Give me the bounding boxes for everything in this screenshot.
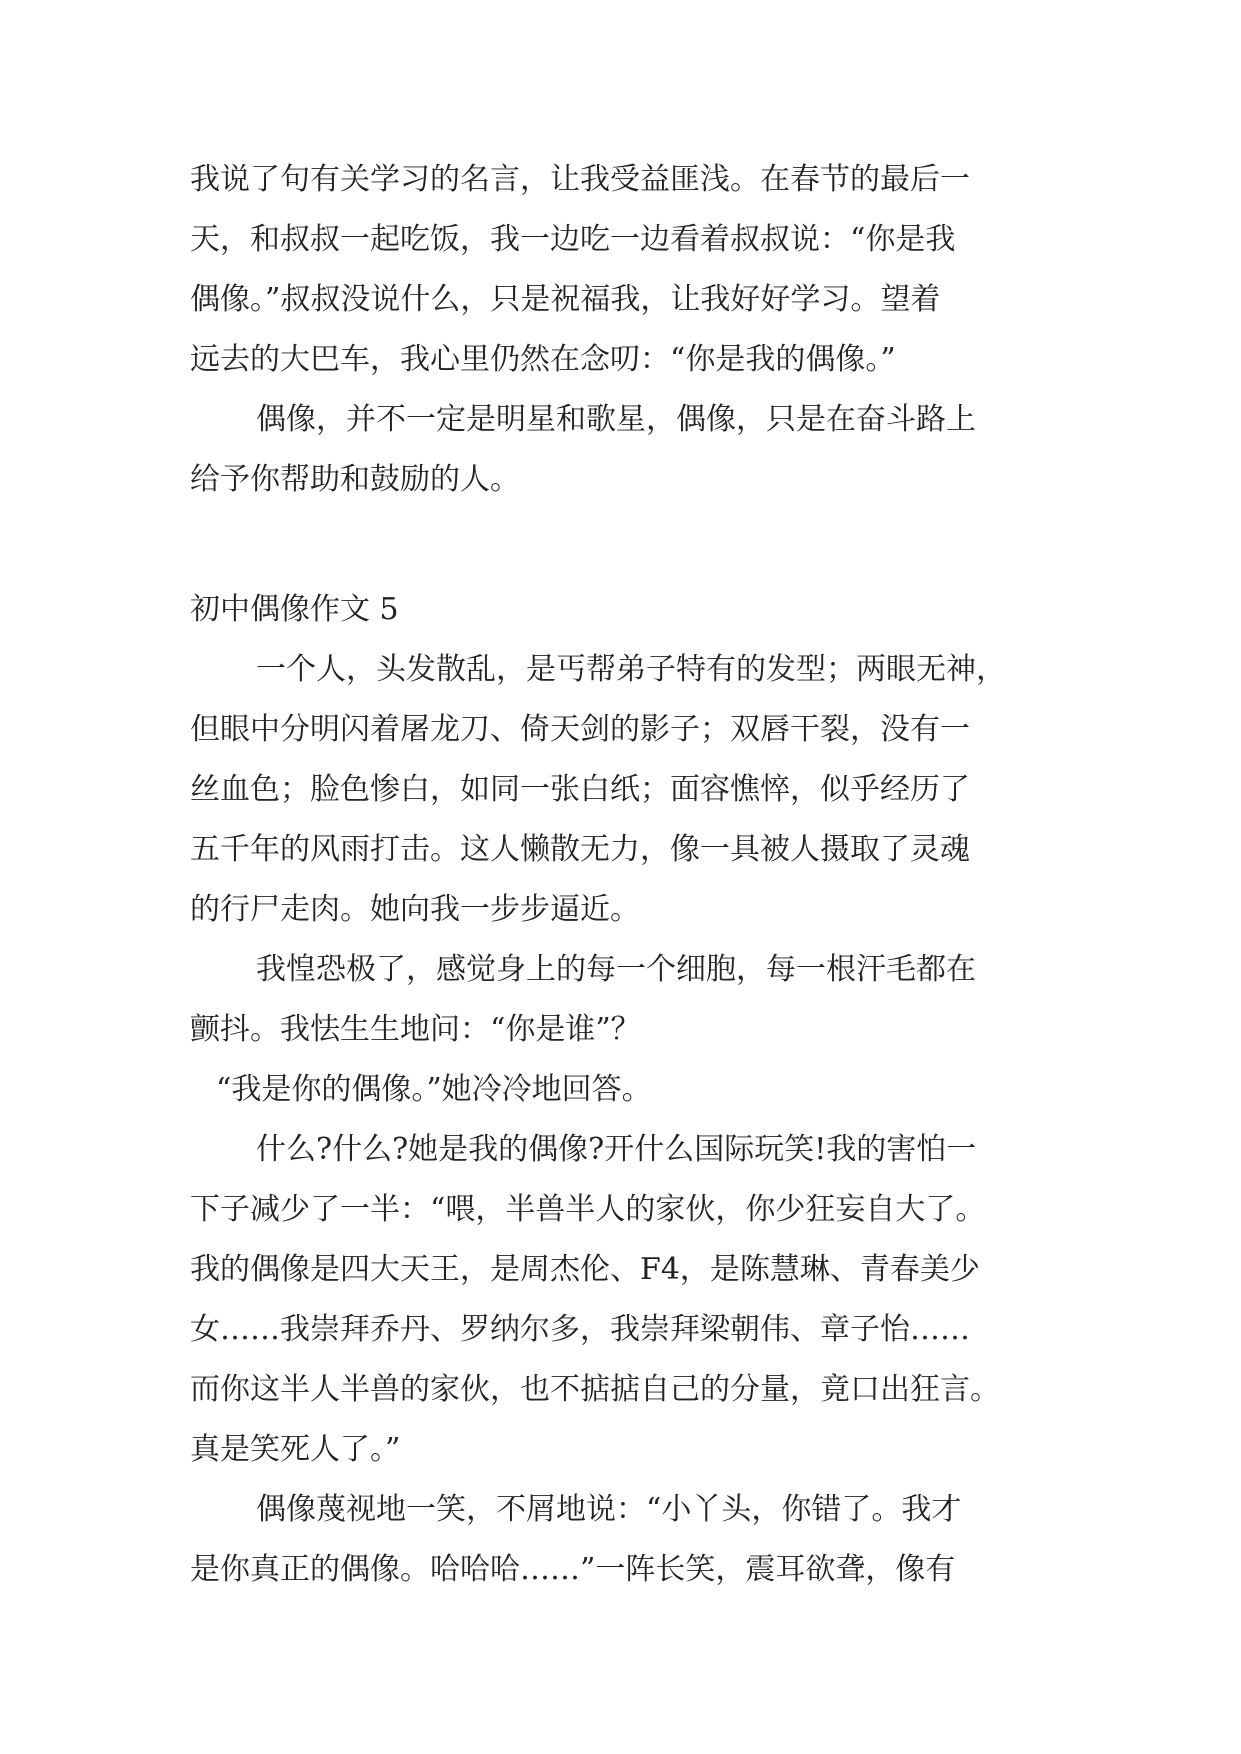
text-line: 我惶恐极了，感觉身上的每一个细胞，每一根汗毛都在 bbox=[256, 952, 976, 987]
text-line: 给予你帮助和鼓励的人。 bbox=[190, 462, 520, 497]
paragraph-2 bbox=[190, 940, 1070, 1060]
text-line: 偶像蔑视地一笑，不屑地说：“小丫头，你错了。我才 bbox=[256, 1492, 962, 1527]
paragraph-4 bbox=[190, 1120, 1070, 1480]
text-line: 什么?什么?她是我的偶像?开什么国际玩笑!我的害怕一 bbox=[256, 1132, 977, 1167]
text-line: 偶像，并不一定是明星和歌星，偶像，只是在奋斗路上 bbox=[256, 402, 976, 437]
spacer bbox=[190, 510, 1070, 580]
paragraph-closing bbox=[190, 390, 1070, 510]
text-line: 是你真正的偶像。哈哈哈……”一阵长笑，震耳欲聋，像有 bbox=[190, 1552, 956, 1587]
text-line: 下子减少了一半：“喂，半兽半人的家伙，你少狂妄自大了。 bbox=[190, 1192, 986, 1227]
paragraph-continuation bbox=[190, 150, 1070, 390]
document-body bbox=[190, 150, 1070, 1600]
text-line: 偶像。”叔叔没说什么，只是祝福我，让我好好学习。望着 bbox=[190, 282, 941, 317]
text-line: 天，和叔叔一起吃饭，我一边吃一边看着叔叔说：“你是我 bbox=[190, 222, 956, 257]
paragraph-3 bbox=[190, 1060, 1070, 1120]
paragraph-5 bbox=[190, 1480, 1070, 1600]
text-line: 我的偶像是四大天王，是周杰伦、F4，是陈慧琳、青春美少 bbox=[190, 1252, 980, 1287]
text-line: 远去的大巴车，我心里仍然在念叨：“你是我的偶像。” bbox=[190, 342, 896, 377]
text-line: 但眼中分明闪着屠龙刀、倚天剑的影子；双唇干裂，没有一 bbox=[190, 712, 970, 747]
text-line: 一个人，头发散乱，是丐帮弟子特有的发型；两眼无神， bbox=[256, 652, 1006, 687]
text-line: “我是你的偶像。”她冷冷地回答。 bbox=[216, 1072, 652, 1107]
text-line: 五千年的风雨打击。这人懒散无力，像一具被人摄取了灵魂 bbox=[190, 832, 970, 867]
text-line: 而你这半人半兽的家伙，也不掂掂自己的分量，竟口出狂言。 bbox=[190, 1372, 1000, 1407]
text-line: 女……我崇拜乔丹、罗纳尔多，我崇拜梁朝伟、章子怡…… bbox=[190, 1312, 970, 1347]
text-line: 丝血色；脸色惨白，如同一张白纸；面容憔悴，似乎经历了 bbox=[190, 772, 970, 807]
text-line: 我说了句有关学习的名言，让我受益匪浅。在春节的最后一 bbox=[190, 162, 970, 197]
text-line: 的行尸走肉。她向我一步步逼近。 bbox=[190, 892, 640, 927]
text-line: 真是笑死人了。” bbox=[190, 1432, 401, 1467]
section-title: 初中偶像作文 5 bbox=[190, 592, 399, 627]
text-line: 颤抖。我怯生生地问：“你是谁”？ bbox=[190, 1012, 641, 1047]
paragraph-1 bbox=[190, 640, 1070, 940]
